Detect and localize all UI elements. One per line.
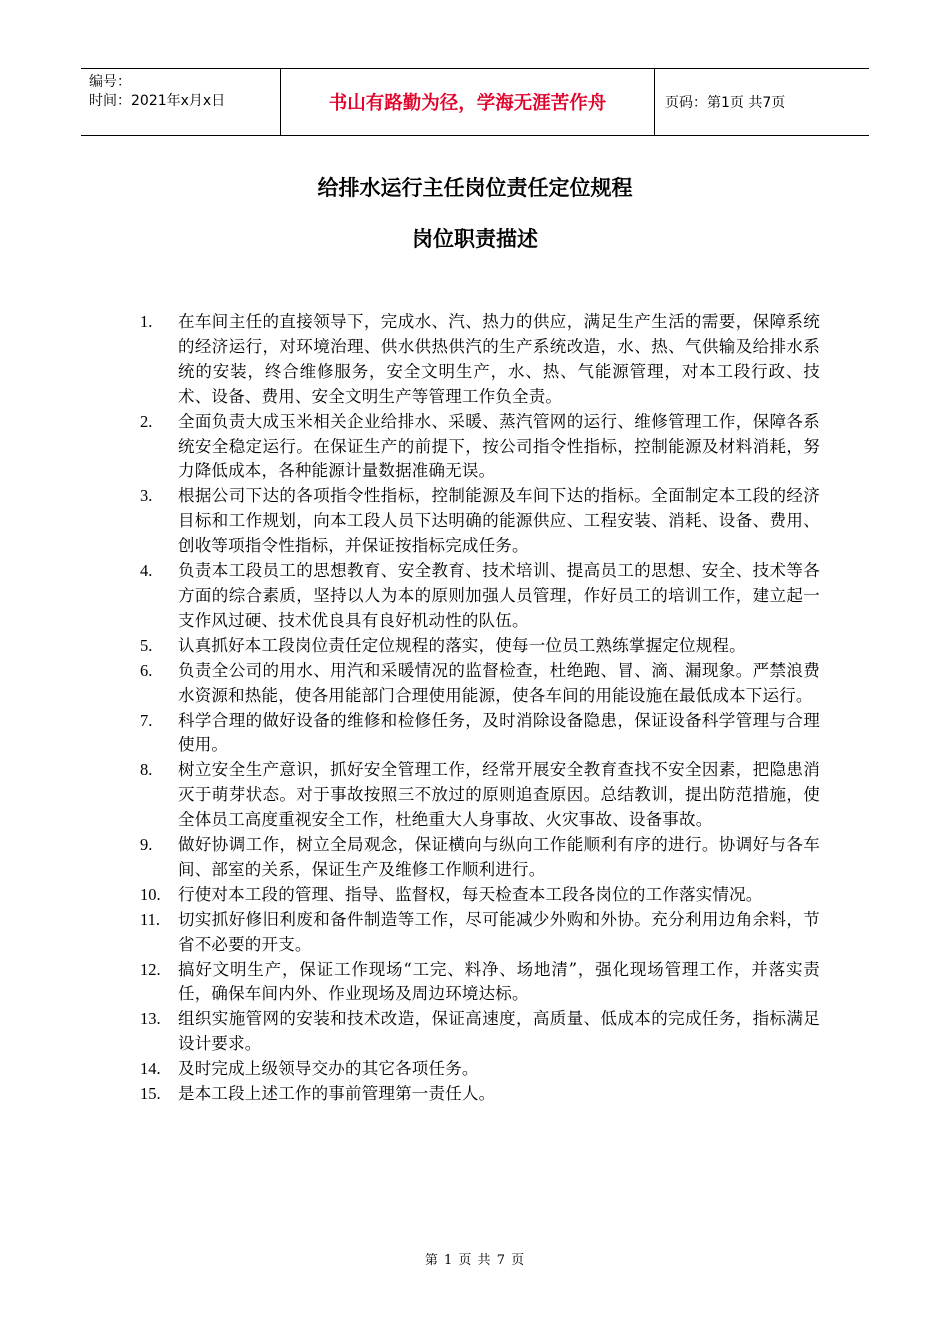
list-item-number: 4.	[140, 561, 153, 581]
list-item-text: 切实抓好修旧利废和备件制造等工作，尽可能减少外购和外协。充分利用边角余料，节省不必要的开支。	[178, 909, 820, 954]
list-item-number: 2.	[140, 411, 153, 431]
list-item-text: 负责全公司的用水、用汽和采暖情况的监督检查，杜绝跑、冒、滴、漏现象。严禁浪费水资源和热能，使各用能部门合理使用能源，使各车间的用能设施在最低成本下运行。	[178, 660, 820, 705]
list-item	[140, 709, 820, 759]
list-item-text: 认真抓好本工段岗位责任定位规程的落实，使每一位员工熟练掌握定位规程。	[178, 635, 746, 655]
list-item-text: 树立安全生产意识，抓好安全管理工作，经常开展安全教育查找不安全因素，把隐患消灭于萌芽状态。对于事故按照三不放过的原则追查原因。总结教训，提出防范措施，使全体员工高度重视安全工作，杜绝重大人身事故、火灾事故、设备事故。	[178, 760, 820, 830]
list-item-number: 5.	[140, 635, 153, 655]
list-item-text: 组织实施管网的安装和技术改造，保证高速度，高质量、低成本的完成任务，指标满足设计要求。	[178, 1009, 820, 1054]
list-item	[140, 484, 820, 559]
list-item-number: 14.	[140, 1059, 161, 1079]
list-item-number: 6.	[140, 660, 153, 680]
time-label: 时间：2021年x月x日	[89, 93, 226, 109]
header-motto: 书山有路勤为径，学海无涯苦作舟	[281, 69, 655, 135]
list-item-text: 根据公司下达的各项指令性指标，控制能源及车间下达的指标。全面制定本工段的经济目标和工作规划，向本工段人员下达明确的能源供应、工程安装、消耗、设备、费用、创收等项指令性指标，并保证按指标完成任务。	[178, 486, 820, 556]
list-item-text: 搞好文明生产，保证工作现场“工完、料净、场地清”，强化现场管理工作，并落实责任，确保车间内外、作业现场及周边环境达标。	[178, 959, 820, 1004]
document-subtitle: 岗位职责描述	[412, 227, 538, 251]
list-item-number: 10.	[140, 884, 161, 904]
list-item-text: 及时完成上级领导交办的其它各项任务。	[178, 1059, 479, 1079]
list-item	[140, 908, 820, 958]
list-item	[140, 758, 820, 833]
document-title: 给排水运行主任岗位责任定位规程	[317, 176, 633, 200]
header-page-info: 页码：第1页 共7页	[665, 95, 786, 111]
list-item	[140, 1007, 820, 1057]
list-item	[140, 559, 820, 634]
list-item	[140, 659, 820, 709]
list-item-number: 12.	[140, 959, 161, 979]
list-item-number: 1.	[140, 312, 153, 331]
list-item-number: 15.	[140, 1084, 161, 1104]
list-item	[140, 310, 820, 410]
list-item-text: 全面负责大成玉米相关企业给排水、采暖、蒸汽管网的运行、维修管理工作，保障各系统安全稳定运行。在保证生产的前提下，按公司指令性指标，控制能源及材料消耗，努力降低成本，各种能源计量数据准确无误。	[178, 411, 820, 481]
page-footer: 第 1 页 共 7 页	[424, 1253, 526, 1268]
list-item-number: 7.	[140, 710, 153, 730]
list-item-text: 是本工段上述工作的事前管理第一责任人。	[178, 1084, 496, 1104]
header-meta	[81, 69, 281, 135]
list-item	[140, 833, 820, 883]
list-item	[140, 410, 820, 485]
list-item-number: 8.	[140, 760, 153, 780]
list-item-text: 做好协调工作，树立全局观念，保证横向与纵向工作能顺利有序的进行。协调好与各车间、部室的关系，保证生产及维修工作顺利进行。	[178, 835, 820, 879]
list-item-number: 13.	[140, 1009, 161, 1029]
list-item-text: 科学合理的做好设备的维修和检修任务，及时消除设备隐患，保证设备科学管理与合理使用。	[178, 710, 820, 755]
list-item-number: 11.	[140, 909, 161, 929]
duty-list	[140, 310, 820, 1107]
list-item-text: 在车间主任的直接领导下，完成水、汽、热力的供应，满足生产生活的需要，保障系统的经济运行，对环境治理、供水供热供汽的生产系统改造，水、热、气供输及给排水系统的安装，终合维修服务，安全文明生产，水、热、气能源管理，对本工段行政、技术、设备、费用、安全文明生产等管理工作负全责。	[178, 312, 820, 406]
page-header	[81, 68, 869, 136]
list-item-text: 负责本工段员工的思想教育、安全教育、技术培训、提高员工的思想、安全、技术等各方面的综合素质，坚持以人为本的原则加强人员管理，作好员工的培训工作，建立起一支作风过硬、技术优良具有良好机动性的队伍。	[178, 561, 820, 630]
list-item	[140, 634, 820, 659]
list-item	[140, 1082, 820, 1107]
list-item-number: 9.	[140, 835, 153, 855]
serial-label: 编号：	[89, 74, 131, 90]
list-item	[140, 958, 820, 1008]
list-item-number: 3.	[140, 486, 153, 506]
list-item-text: 行使对本工段的管理、指导、监督权，每天检查本工段各岗位的工作落实情况。	[178, 884, 763, 904]
list-item	[140, 1057, 820, 1082]
list-item	[140, 883, 820, 908]
